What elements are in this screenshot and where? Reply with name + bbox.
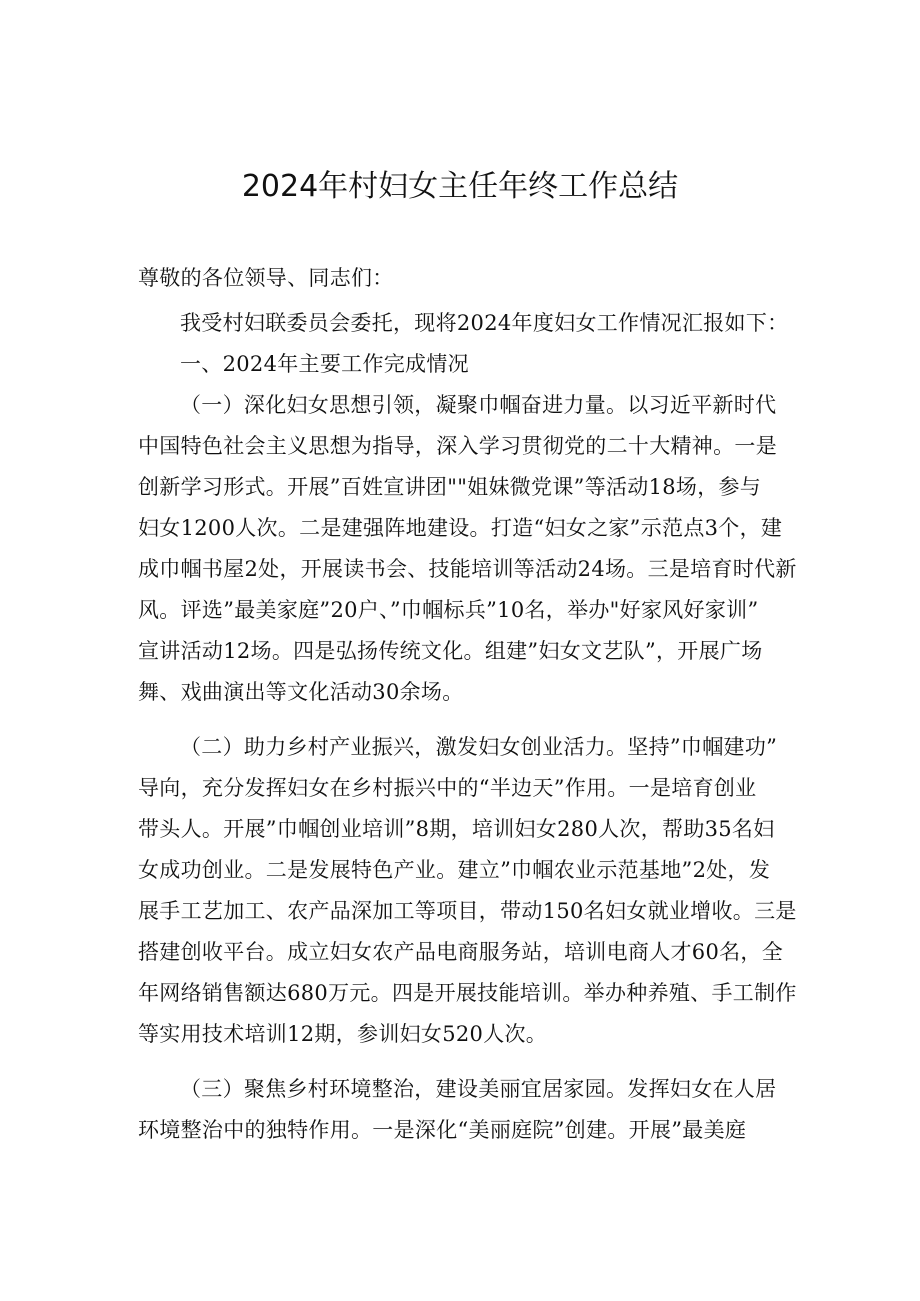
paragraph-line: 等实用技术培训12期，参训妇女520人次。 [138, 1022, 548, 1046]
paragraph-line: 舞、戏曲演出等文化活动30余场。 [138, 680, 464, 704]
document-body [138, 258, 798, 1151]
paragraph-line: 宣讲活动12场。四是弘扬传统文化。组建”妇女文艺队”，开展广场 [138, 639, 763, 663]
section-heading-1: 一、2024年主要工作完成情况 [180, 352, 469, 376]
paragraph-line: 妇女1200人次。二是建强阵地建设。打造“妇女之家”示范点3个，建 [138, 516, 783, 540]
paragraph-line: （二）助力乡村产业振兴，激发妇女创业活力。坚持”巾帼建功” [180, 735, 778, 759]
paragraph-line: 导向，充分发挥妇女在乡村振兴中的“半边天”作用。一是培育创业 [138, 776, 757, 800]
paragraph-line: 搭建创收平台。成立妇女农产品电商服务站，培训电商人才60名，全 [138, 940, 784, 964]
paragraph-1 [138, 385, 798, 713]
paragraph-line: 女成功创业。二是发展特色产业。建立”巾帼农业示范基地”2处，发 [138, 858, 771, 882]
paragraph-line: 风。评选”最美家庭”20户、”巾帼标兵”10名，举办"好家风好家训” [138, 598, 759, 622]
salutation: 尊敬的各位领导、同志们： [138, 266, 394, 290]
paragraph-line: 年网络销售额达680万元。四是开展技能培训。举办种养殖、手工制作 [138, 981, 797, 1005]
intro-paragraph: 我受村妇联委员会委托，现将2024年度妇女工作情况汇报如下： [180, 311, 789, 335]
paragraph-line: 创新学习形式。开展”百姓宣讲团""姐妹微党课”等活动18场，参与 [138, 475, 762, 499]
paragraph-line: 展手工艺加工、农产品深加工等项目，带动150名妇女就业增收。三是 [138, 899, 797, 923]
document-title: 2024年村妇女主任年终工作总结 [241, 169, 679, 204]
paragraph-line: （一）深化妇女思想引领，凝聚巾帼奋进力量。以习近平新时代 [180, 393, 777, 417]
paragraph-3 [138, 1069, 798, 1151]
paragraph-2 [138, 727, 798, 1055]
paragraph-line: （三）聚焦乡村环境整治，建设美丽宜居家园。发挥妇女在人居 [180, 1077, 777, 1101]
paragraph-line: 成巾帼书屋2处，开展读书会、技能培训等活动24场。三是培育时代新 [138, 557, 797, 581]
paragraph-line: 带头人。开展”巾帼创业培训”8期，培训妇女280人次，帮助35名妇 [138, 817, 775, 841]
paragraph-line: 环境整治中的独特作用。一是深化“美丽庭院”创建。开展”最美庭 [138, 1118, 747, 1142]
paragraph-line: 中国特色社会主义思想为指导，深入学习贯彻党的二十大精神。一是 [138, 434, 777, 458]
